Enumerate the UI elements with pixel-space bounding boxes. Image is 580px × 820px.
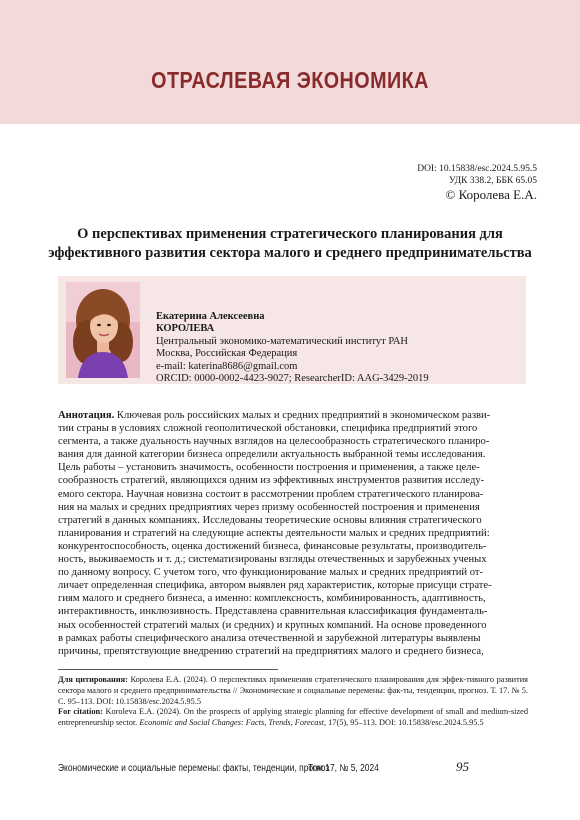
- copyright: © Королева Е.А.: [445, 187, 537, 202]
- abstract-line: вания для данной категории бизнеса определили актуальность выбранной темы исследования.: [58, 449, 486, 461]
- abstract-line: планирования и стратегий на следующие аспекты деятельности малых и средних предприятий:: [58, 527, 490, 539]
- author-first-names: Екатерина Алексеевна: [156, 311, 265, 322]
- author-institute: Центральный экономико-математический институт РАН: [156, 335, 408, 347]
- abstract-line: тии страны в условиях сложной геополитической обстановки, специфика предприятий этого: [58, 423, 478, 435]
- citation-ru: [58, 675, 528, 707]
- abstract-line: ность, выживаемость и т. д.; систематизированы взгляды отечественных и зарубежных ученых: [58, 554, 487, 566]
- abstract-line: интерактивность, инклюзивность. Представлена сравнительная классификация фундаменталь-: [58, 606, 488, 618]
- citation-block: [58, 675, 528, 729]
- footer-journal: Экономические и социальные перемены: факты, тенденции, прогноз: [58, 763, 330, 774]
- citation-ru-text: Королева Е.А. (2024). О перспективах применения стратегического планирования для эффек-тивного развития сектора малого и среднего предпринимательства // Экономические и социальные перемены: фак-ты, тенденции, прогноз. Т. 17. № 5. С. 95–113. DOI: 10.15838/esc.2024.5.95.5: [58, 675, 528, 706]
- page-number: 95: [456, 759, 469, 774]
- abstract-line: Аннотация. Ключевая роль российских малых и средних предприятий в экономическом разви-: [58, 410, 491, 421]
- footer-volume: Том 17, № 5, 2024: [308, 763, 379, 774]
- citation-en-journal: Economic and Social Changes: Facts, Trends, Forecast,: [139, 718, 327, 728]
- abstract-line: Цель работы – установить значимость, особенности построения и применения, а также целе-: [58, 462, 480, 474]
- article-title-line-2: эффективного развития сектора малого и среднего предпринимательства: [48, 245, 532, 261]
- author-ids: ORCID: 0000-0002-4423-9027; ResearcherID: AAG-3429-2019: [156, 373, 429, 385]
- author-photo: [66, 282, 140, 378]
- citation-en-label: For citation:: [58, 707, 103, 717]
- abstract-line: по данному вопросу. С учетом того, что функционирование малых и средних предприятий от-: [58, 567, 484, 579]
- citation-en-pages: 17(5), 95–113. DOI: 10.15838/esc.2024.5.95.5: [328, 718, 484, 728]
- abstract-line: сегмента, а также дуальность научных взглядов на целесообразность стратегического планиро-: [58, 436, 490, 448]
- abstract-label: Аннотация.: [58, 410, 115, 421]
- abstract-line: конкурентоспособность, оценка достижений бизнеса, финансовые результаты, производитель-: [58, 540, 487, 552]
- footnote-divider: [58, 669, 278, 670]
- section-banner: [0, 0, 580, 124]
- abstract-line: личает определенная специфика, автором выявлен ряд характеристик, которые присущи страте-: [58, 580, 492, 592]
- abstract-line: причины, препятствующие внедрению стратегий на предприятиях малого и среднего бизнеса,: [58, 645, 484, 657]
- abstract-line: стратегий в данных компаниях. Исследованы теоретические основы влияния стратегического: [58, 514, 482, 526]
- abstract-line: емого сектора. Научная новизна состоит в рассмотрении проблем стратегического планирова-: [58, 488, 484, 500]
- udk-code: УДК 338.2, ББК 65.05: [448, 176, 537, 186]
- abstract: [58, 409, 528, 658]
- section-title: ОТРАСЛЕВАЯ ЭКОНОМИКА: [151, 67, 429, 93]
- author-last-name: КОРОЛЕВА: [156, 323, 215, 335]
- author-location: Москва, Российская Федерация: [156, 348, 298, 360]
- abstract-line: ных особенностей стратегий малых (и средних) и крупных компаний. На основе проведенного: [58, 619, 487, 631]
- citation-ru-label: Для цитирования:: [58, 675, 128, 684]
- citation-en: [58, 707, 528, 729]
- abstract-line: в рамках работы специфического анализа отечественной и зарубежной литературы выявлены: [58, 632, 481, 644]
- abstract-line: сообразность стратегий, являющихся одним из эффективных инструментов развития исследу-: [58, 475, 485, 487]
- author-email[interactable]: e-mail: katerina8686@gmail.com: [156, 360, 298, 372]
- abstract-line: ния на малых и средних предприятиях через призму особенностей построения и применения: [58, 501, 480, 513]
- doi[interactable]: DOI: 10.15838/esc.2024.5.95.5: [417, 164, 537, 174]
- article-title: [30, 225, 550, 263]
- abstract-line: гиям малого и среднего бизнеса, а именно: комплексность, комбинированность, адаптивность,: [58, 593, 486, 605]
- citation-en-text: Koroleva E.A. (2024). On the prospects of applying strategic planning for effective development of small and medium-sized entrepreneurship sector.: [58, 707, 528, 728]
- article-title-line-1: О перспективах применения стратегического планирования для: [77, 226, 503, 242]
- author-info: [156, 311, 429, 385]
